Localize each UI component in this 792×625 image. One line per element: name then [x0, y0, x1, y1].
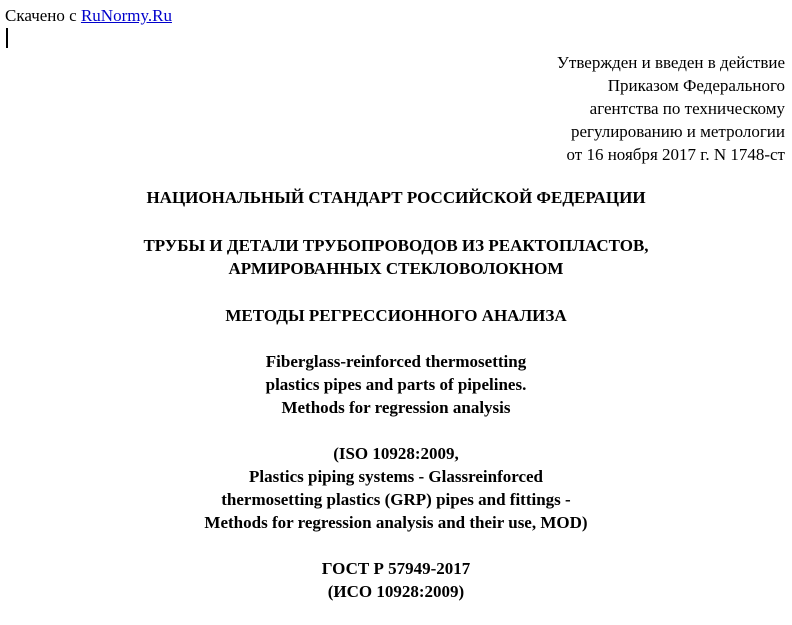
method-title-text: МЕТОДЫ РЕГРЕССИОННОГО АНАЛИЗА — [225, 306, 567, 325]
product-title — [0, 234, 792, 280]
standard-number — [0, 557, 792, 603]
runormy-link[interactable]: RuNormy.Ru — [80, 6, 172, 25]
approval-line: Приказом Федерального — [607, 76, 785, 95]
national-standard-text: НАЦИОНАЛЬНЫЙ СТАНДАРТ РОССИЙСКОЙ ФЕДЕРАЦИИ — [146, 188, 646, 207]
method-title — [0, 304, 792, 327]
download-source-line — [5, 6, 172, 26]
english-title-line: Fiberglass-reinforced thermosetting — [265, 352, 527, 371]
national-standard-heading — [0, 186, 792, 209]
iso-reference-line: thermosetting plastics (GRP) pipes and fittings - — [221, 490, 571, 509]
approval-line: от 16 ноября 2017 г. N 1748-ст — [566, 145, 785, 164]
english-title-line: plastics pipes and parts of pipelines. — [265, 375, 527, 394]
approval-line: регулированию и метрологии — [570, 122, 785, 141]
approval-block — [385, 51, 785, 166]
iso-reference-line: Plastics piping systems - Glassreinforced — [248, 467, 544, 486]
english-title-line: Methods for regression analysis — [281, 398, 511, 417]
english-title — [0, 350, 792, 419]
iso-reference-line: Methods for regression analysis and their use, MOD) — [204, 513, 588, 532]
text-cursor — [6, 28, 8, 48]
gost-number: ГОСТ Р 57949-2017 — [321, 559, 471, 578]
downloaded-prefix: Скачено с — [5, 6, 81, 25]
iso-number: (ИСО 10928:2009) — [327, 582, 465, 601]
iso-reference — [0, 442, 792, 534]
iso-reference-line: (ISO 10928:2009, — [333, 444, 459, 463]
product-title-line: АРМИРОВАННЫХ СТЕКЛОВОЛОКНОМ — [228, 259, 564, 278]
approval-line: Утвержден и введен в действие — [556, 53, 785, 72]
approval-line: агентства по техническому — [589, 99, 785, 118]
product-title-line: ТРУБЫ И ДЕТАЛИ ТРУБОПРОВОДОВ ИЗ РЕАКТОПЛАСТОВ, — [143, 236, 649, 255]
